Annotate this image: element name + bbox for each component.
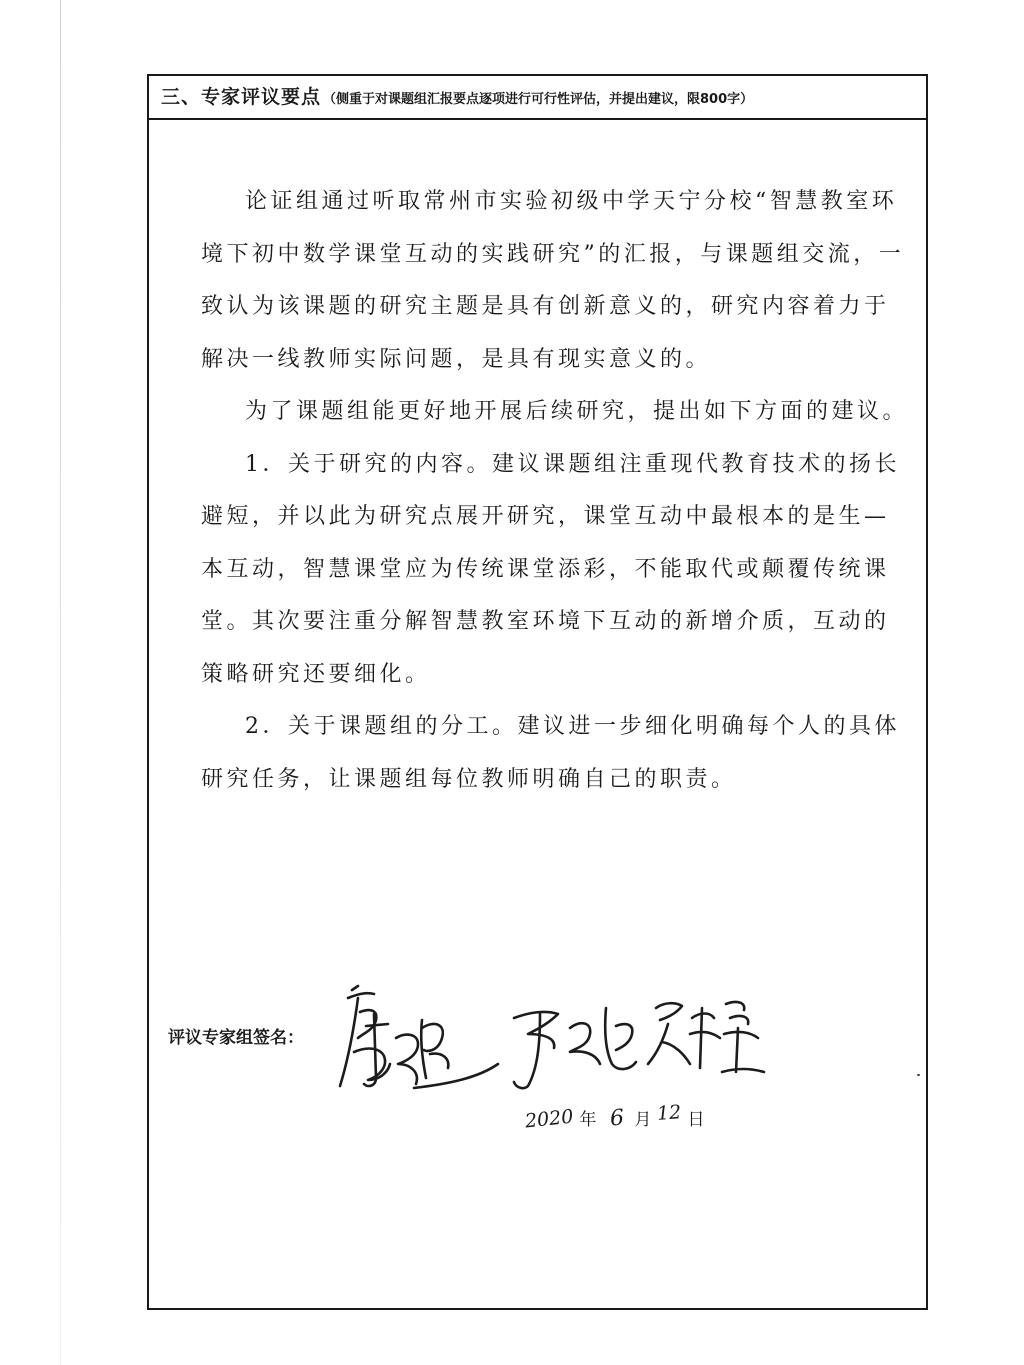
- paragraph-suggestion-content: 1．关于研究的内容。建议课题组注重现代教育技术的扬长避短，并以此为研究点展开研究，课堂互动中最根本的是生—本互动，智慧课堂应为传统课堂添彩，不能取代或颠覆传统课堂。其次要注重分解智慧教室环境下互动的新增介质，互动的策略研究还要细化。: [201, 451, 900, 687]
- date-year: 2020: [523, 1105, 575, 1133]
- date-day-label: 日: [687, 1110, 705, 1130]
- signature-2: [514, 1008, 636, 1088]
- date-month: 6: [609, 1105, 626, 1132]
- date-year-label: 年: [579, 1110, 597, 1130]
- header-divider: [149, 118, 926, 120]
- section-heading: [161, 82, 753, 109]
- date-day: 12: [656, 1101, 683, 1125]
- signature-1: [340, 986, 498, 1088]
- paragraph-summary: 论证组通过听取常州市实验初级中学天宁分校“智慧教室环境下初中数学课堂互动的实践研究”的汇报，与课题组交流，一致认为该课题的研究主题是具有创新意义的，研究内容着力于解决一线教师实际问题，是具有现实意义的。: [201, 189, 905, 372]
- section-note: （侧重于对课题组汇报要点逐项进行可行性评估，并提出建议，限800字）: [323, 92, 754, 107]
- section-title: 三、专家评议要点: [161, 86, 322, 108]
- date-month-label: 月: [634, 1110, 652, 1130]
- signature-label: 评议专家组签名：: [168, 1028, 304, 1048]
- review-body: [201, 176, 913, 806]
- paragraph-intro-suggestions: 为了课题组能更好地开展后续研究，提出如下方面的建议。: [245, 399, 909, 424]
- scan-speck: [917, 1074, 920, 1076]
- handwritten-signatures: [318, 968, 778, 1098]
- scan-edge-line: [60, 0, 61, 1365]
- signature-3: [648, 1002, 764, 1072]
- date-line: [523, 1101, 705, 1133]
- paragraph-suggestion-division: 2．关于课题组的分工。建议进一步细化明确每个人的具体研究任务，让课题组每位教师明确自己的职责。: [201, 714, 900, 792]
